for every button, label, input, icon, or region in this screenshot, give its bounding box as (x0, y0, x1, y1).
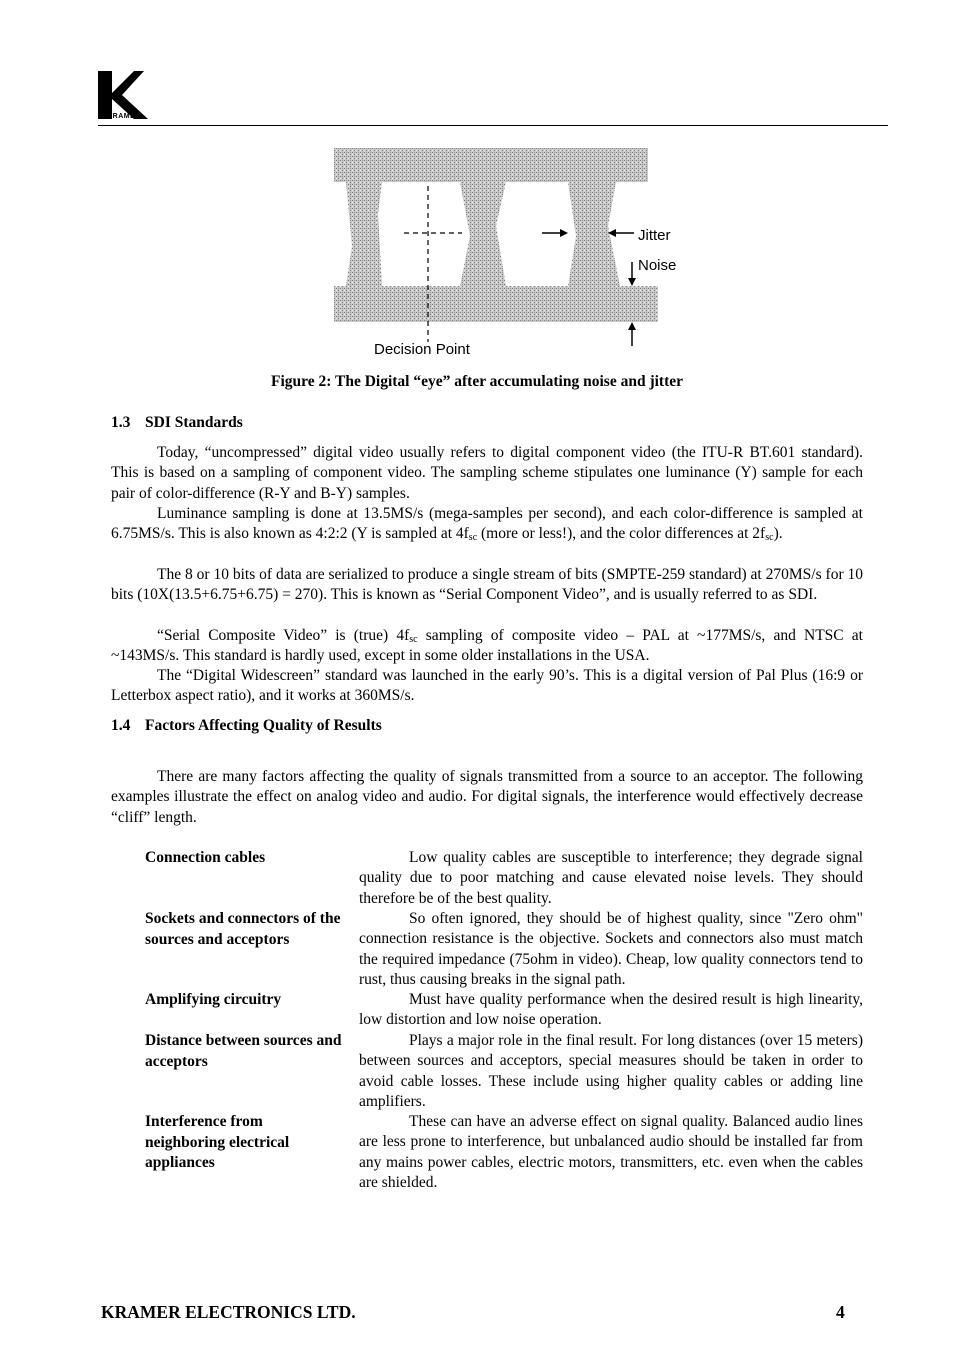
paragraph: There are many factors affecting the quality of signals transmitted from a source to an acceptor. The following examples illustrate the effect on analog video and audio. For digital signals, the interference would effectively decrease “cliff” length. (111, 768, 863, 826)
factor-description: Must have quality performance when the desired result is high linearity, low distortion and low noise operation. (359, 991, 863, 1029)
factor-description: So often ignored, they should be of highest quality, since "Zero ohm" connection resistance is the objective. Sockets and connectors also must match the required impedance (75ohm in video). Cheap, low quality connectors tend to rust, thus causing breaks in the signal path. (359, 910, 863, 988)
footer-company: KRAMER ELECTRONICS LTD. (101, 1302, 356, 1322)
logo-text: KRAMER (107, 113, 141, 120)
paragraph: The 8 or 10 bits of data are serialized to produce a single stream of bits (SMPTE-259 standard) at 270MS/s for 10 bits (10X(13.5+6.75+6.75) = 270). This is known as “Serial Component Video”, and is usually referred to as SDI. (111, 566, 863, 604)
section-heading-1-3 (111, 414, 243, 432)
factor-label: Amplifying circuitry (145, 991, 282, 1008)
factor-description: Plays a major role in the final result. For long distances (over 15 meters) between sources and acceptors, special measures should be taken in order to avoid cable losses. These include using higher quality cables or adding line amplifiers. (359, 1032, 863, 1110)
eye-transition-2 (460, 182, 506, 286)
paragraph: Today, “uncompressed” digital video usually refers to digital component video (the ITU-R BT.601 standard). This is based on a sampling of component video. The sampling scheme stipulates one luminance (Y) sample for each pair of color-difference (R-Y and B-Y) samples. (111, 444, 863, 502)
figure-caption: Figure 2: The Digital “eye” after accumulating noise and jitter (271, 373, 683, 390)
factor-description: Low quality cables are susceptible to interference; they degrade signal quality due to poor matching and cause elevated noise levels. They should therefore be of the best quality. (359, 849, 863, 907)
factor-label: Connection cables (145, 849, 266, 866)
factor-label: Distance between sources and acceptors (145, 1032, 342, 1070)
section-title: Factors Affecting Quality of Results (145, 717, 382, 734)
noise-label: Noise (638, 257, 677, 274)
header-rule (98, 125, 888, 126)
factor-label: Sockets and connectors of the sources and acceptors (145, 910, 341, 948)
jitter-label: Jitter (638, 227, 671, 244)
paragraph: “Serial Composite Video” is (true) $4f_{sc}$ sampling of composite video – PAL at ~177MS/s, and NTSC at ~143MS/s. This standard is hardly used, except in some older installations in the USA. (111, 627, 863, 665)
section-number: 1.3 (111, 414, 131, 431)
section-number: 1.4 (111, 717, 131, 734)
eye-bottom-band (334, 286, 658, 322)
section-title: SDI Standards (145, 414, 243, 431)
eye-top-band (334, 148, 648, 182)
factor-description: These can have an adverse effect on signal quality. Balanced audio lines are less prone to interference, but unbalanced audio should be installed far from any mains power cables, electric motors, transmitters, etc. even when the cables are shielded. (359, 1113, 863, 1191)
digital-eye-figure (330, 146, 710, 362)
eye-transition-1 (346, 182, 382, 286)
factor-label: Interference from neighboring electrical appliances (145, 1113, 290, 1171)
decision-point-label: Decision Point (374, 341, 470, 358)
page-number: 4 (836, 1302, 845, 1322)
section-heading-1-4 (111, 717, 382, 735)
paragraph: The “Digital Widescreen” standard was launched in the early 90’s. This is a digital version of Pal Plus (16:9 or Letterbox aspect ratio), and it works at 360MS/s. (111, 667, 863, 705)
paragraph: Luminance sampling is done at 13.5MS/s (mega-samples per second), and each color-difference is sampled at 6.75MS/s. This is also known as 4:2:2 (Y is sampled at $4f_{sc}$ (more or less!), and the color differences at $2f_{sc}$). (111, 505, 863, 544)
